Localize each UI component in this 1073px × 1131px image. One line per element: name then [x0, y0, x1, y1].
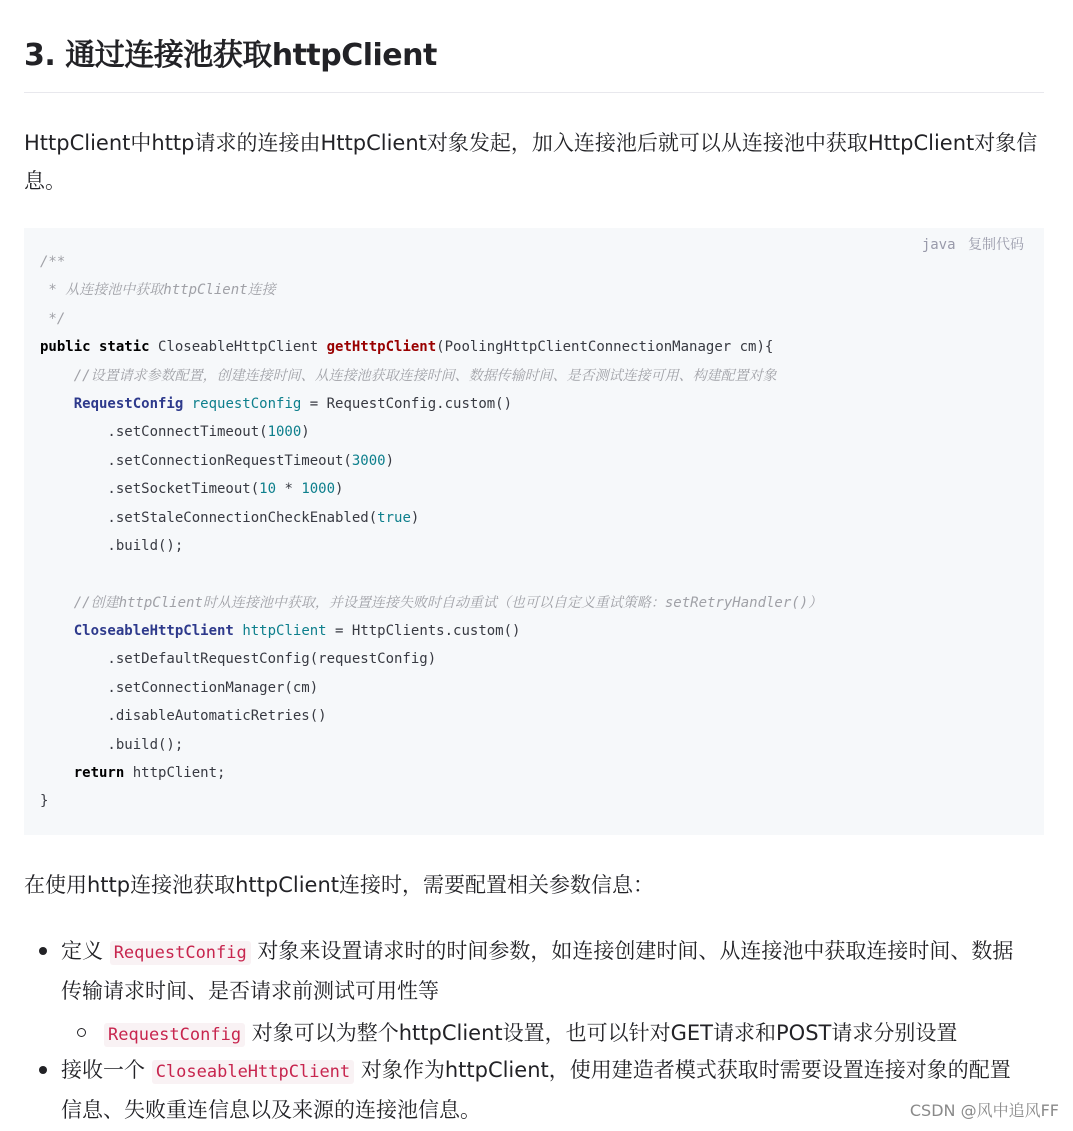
- code-line: [40, 532, 1030, 560]
- code-token: }: [40, 793, 49, 810]
- code-token: .build();: [40, 736, 184, 753]
- code-token: [40, 396, 74, 412]
- heading-divider: [24, 92, 1044, 93]
- bullet-dot-icon: [39, 947, 47, 955]
- code-token: getHttpClient: [326, 339, 437, 356]
- sub-list-item-text: RequestConfig 对象可以为整个httpClient设置，也可以针对GET请求和POST请求分别设置: [104, 1014, 1044, 1054]
- code-line: [40, 276, 1030, 304]
- code-token: .setConnectionManager(cm): [40, 679, 319, 696]
- code-token: /**: [40, 254, 66, 270]
- code-token: = RequestConfig.custom(): [301, 395, 513, 412]
- code-line: [40, 674, 1030, 702]
- code-block: [24, 228, 1044, 835]
- code-token: .setConnectTimeout(: [40, 424, 268, 441]
- code-body: [40, 248, 1030, 816]
- code-token: .setConnectionRequestTimeout(: [40, 452, 352, 469]
- code-token: 10: [259, 481, 277, 498]
- list-item: [24, 1051, 1044, 1129]
- code-line: [40, 504, 1030, 532]
- copy-code-button[interactable]: 复制代码: [968, 237, 1024, 253]
- code-token: [183, 396, 191, 412]
- code-line: [40, 390, 1030, 418]
- code-line: [40, 589, 1030, 617]
- code-token: [40, 765, 74, 781]
- code-token: return: [73, 765, 125, 782]
- code-line: [40, 248, 1030, 276]
- inline-code: RequestConfig: [104, 1023, 245, 1047]
- code-token: httpClient: [242, 623, 327, 640]
- bullet-circle-icon: [77, 1028, 86, 1037]
- sub-list-item: [24, 1014, 1044, 1054]
- code-token: ): [385, 452, 395, 469]
- code-line: [40, 447, 1030, 475]
- code-language-label: java: [921, 237, 956, 253]
- inline-code: RequestConfig: [110, 941, 251, 965]
- code-token: .setSocketTimeout(: [40, 481, 260, 498]
- code-line: [40, 333, 1030, 361]
- code-line: [40, 645, 1030, 673]
- code-token: CloseableHttpClient: [73, 623, 234, 640]
- code-line: [40, 617, 1030, 645]
- code-line: [40, 305, 1030, 333]
- code-token: 3000: [351, 452, 386, 469]
- config-paragraph: 在使用http连接池获取httpClient连接时，需要配置相关参数信息：: [24, 873, 655, 897]
- code-token: ): [335, 481, 344, 498]
- inline-code: CloseableHttpClient: [152, 1060, 354, 1084]
- code-token: .build();: [40, 537, 184, 554]
- code-line: [40, 731, 1030, 759]
- code-line: [40, 759, 1030, 787]
- section-heading: 3. 通过连接池获取httpClient: [24, 38, 437, 73]
- code-token: ): [410, 509, 420, 526]
- code-token: = HttpClients.custom(): [326, 623, 521, 640]
- code-token: [40, 595, 74, 611]
- code-token: *: [276, 481, 302, 498]
- code-line: [40, 362, 1030, 390]
- list-item-text: 接收一个 CloseableHttpClient 对象作为httpClient，使用建造者模式获取时需要设置连接对象的配置: [61, 1058, 1011, 1082]
- csdn-watermark: CSDN @风中追风FF: [909, 1101, 1059, 1120]
- code-line: [40, 787, 1030, 815]
- code-token: httpClient;: [124, 765, 226, 782]
- bullet-dot-icon: [39, 1066, 47, 1074]
- list-item-text-line2: 传输请求时间、是否请求前测试可用性等: [61, 979, 439, 1003]
- code-token: [40, 368, 74, 384]
- code-token: 1000: [301, 481, 336, 498]
- code-token: requestConfig: [191, 395, 302, 412]
- code-line: [40, 702, 1030, 730]
- code-token: * 从连接池中获取httpClient连接: [40, 282, 276, 299]
- list-item-text: 定义 RequestConfig 对象来设置请求时的时间参数，如连接创建时间、从连接池中获取连接时间、数据: [61, 939, 1014, 963]
- code-token: .setDefaultRequestConfig(requestConfig): [40, 651, 437, 668]
- code-token: [40, 623, 74, 639]
- code-token: public static: [40, 339, 159, 356]
- code-token: 1000: [267, 424, 302, 441]
- code-line: [40, 560, 1030, 588]
- code-token: .disableAutomaticRetries(): [40, 708, 327, 725]
- list-item-text-line2: 信息、失败重连信息以及来源的连接池信息。: [61, 1098, 481, 1122]
- code-line: [40, 418, 1030, 446]
- code-token: ): [301, 424, 310, 441]
- code-token: (PoolingHttpClientConnectionManager cm){: [436, 339, 774, 356]
- code-token: true: [377, 509, 411, 526]
- code-token: .setStaleConnectionCheckEnabled(: [40, 509, 378, 526]
- code-token: RequestConfig: [73, 395, 184, 412]
- code-token: //创建httpClient时从连接池中获取，并设置连接失败时自动重试（也可以自定义重试策略：setRetryHandler()）: [73, 594, 823, 611]
- code-token: */: [40, 310, 66, 327]
- code-token: //设置请求参数配置，创建连接时间、从连接池获取连接时间、数据传输时间、是否测试连接可用、构建配置对象: [73, 367, 777, 384]
- code-line: [40, 475, 1030, 503]
- intro-paragraph: HttpClient中http请求的连接由HttpClient对象发起，加入连接池后就可以从连接池中获取HttpClient对象信息。: [24, 131, 1038, 193]
- code-token: CloseableHttpClient: [158, 339, 327, 356]
- list-item: [24, 932, 1044, 1010]
